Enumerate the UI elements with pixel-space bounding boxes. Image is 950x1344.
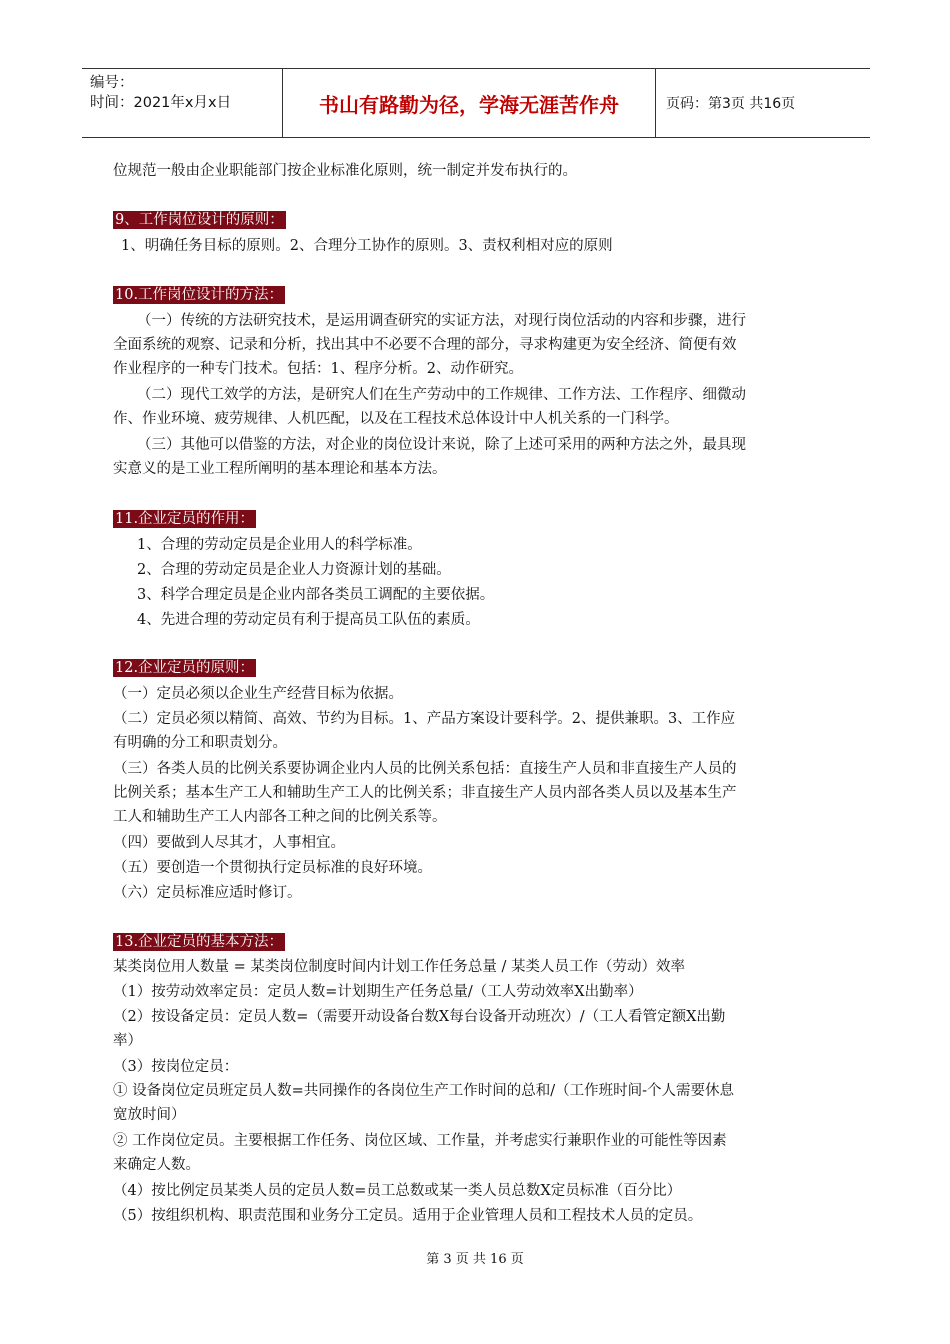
s12-line: （五）要创造一个贯彻执行定员标准的良好环境。	[113, 860, 432, 876]
s12-line: （三）各类人员的比例关系要协调企业内人员的比例关系包括：直接生产人员和非直接生产人员的	[113, 761, 737, 777]
section-heading-11: 11.企业定员的作用：	[115, 511, 255, 527]
s13-line: （1）按劳动效率定员：定员人数=计划期生产任务总量/（工人劳动效率X出勤率）	[113, 984, 643, 1000]
s13-line: ① 设备岗位定员班定员人数=共同操作的各岗位生产工作时间的总和/（工作班时间-个人需要休息	[113, 1083, 735, 1099]
s13-line: （2）按设备定员：定员人数=（需要开动设备台数X每台设备开动班次）/（工人看管定额X出勤	[113, 1009, 726, 1025]
page-footer: 第 3 页 共 16 页	[426, 1252, 524, 1267]
s13-line: 宽放时间）	[113, 1107, 186, 1123]
intro-line: 位规范一般由企业职能部门按企业标准化原则，统一制定并发布执行的。	[113, 163, 577, 179]
s13-line: 来确定人数。	[113, 1157, 200, 1173]
s13-line: 率）	[113, 1033, 142, 1049]
s12-line: 有明确的分工和职责划分。	[113, 735, 287, 751]
header-meta	[82, 69, 283, 137]
section-heading-10: 10.工作岗位设计的方法：	[115, 287, 284, 303]
s12-line: （二）定员必须以精简、高效、节约为目标。1、产品方案设计要科学。2、提供兼职。3、工作应	[113, 711, 736, 727]
s12-line: 比例关系；基本生产工人和辅助生产工人的比例关系；非直接生产人员内部各类人员以及基本生产	[113, 785, 737, 801]
s12-line: （四）要做到人尽其才，人事相宜。	[113, 835, 345, 851]
s12-line: 工人和辅助生产工人内部各工种之间的比例关系等。	[113, 809, 447, 825]
header-motto: 书山有路勤为径，学海无涯苦作舟	[283, 69, 656, 137]
s11-item: 3、科学合理定员是企业内部各类员工调配的主要依据。	[137, 587, 495, 603]
s11-item: 1、合理的劳动定员是企业用人的科学标准。	[137, 537, 422, 553]
s10-p1-l1: （一）传统的方法研究技术，是运用调查研究的实证方法，对现行岗位活动的内容和步骤，进行	[137, 313, 746, 329]
s12-line: （六）定员标准应适时修订。	[113, 885, 302, 901]
s10-p2-l1: （二）现代工效学的方法，是研究人们在生产劳动中的工作规律、工作方法、工作程序、细微动	[137, 387, 746, 403]
s10-p2-l2: 作、作业环境、疲劳规律、人机匹配，以及在工程技术总体设计中人机关系的一门科学。	[113, 411, 679, 427]
header-page-info: 页码：第3页 共16页	[666, 96, 796, 112]
s10-p3-l1: （三）其他可以借鉴的方法，对企业的岗位设计来说，除了上述可采用的两种方法之外，最具现	[137, 437, 746, 453]
s10-p3-l2: 实意义的是工业工程所阐明的基本理论和基本方法。	[113, 461, 447, 477]
number-label: 编号：	[90, 75, 134, 91]
s10-p1-l2: 全面系统的观察、记录和分析，找出其中不必要不合理的部分，寻求构建更为安全经济、简便有效	[113, 337, 737, 353]
s10-p1-l3: 作业程序的一种专门技术。包括：1、程序分析。2、动作研究。	[113, 361, 523, 377]
section-9-line: 1、明确任务目标的原则。2、合理分工协作的原则。3、责权利相对应的原则	[121, 238, 613, 254]
s13-line: ② 工作岗位定员。主要根据工作任务、岗位区域、工作量，并考虑实行兼职作业的可能性等因素	[113, 1133, 727, 1149]
s11-item: 2、合理的劳动定员是企业人力资源计划的基础。	[137, 562, 451, 578]
s13-line: 某类岗位用人数量 = 某类岗位制度时间内计划工作任务总量 / 某类人员工作（劳动）效率	[113, 959, 685, 975]
s11-item: 4、先进合理的劳动定员有利于提高员工队伍的素质。	[137, 612, 480, 628]
section-heading-13: 13.企业定员的基本方法：	[115, 934, 284, 950]
s13-line: （5）按组织机构、职责范围和业务分工定员。适用于企业管理人员和工程技术人员的定员。	[113, 1208, 703, 1224]
s13-line: （3）按岗位定员：	[113, 1059, 239, 1075]
s13-line: （4）按比例定员某类人员的定员人数=员工总数或某一类人员总数X定员标准（百分比）	[113, 1183, 682, 1199]
page-header	[82, 68, 870, 138]
section-heading-9: 9、工作岗位设计的原则：	[115, 212, 284, 228]
date-label: 时间：2021年x月x日	[90, 95, 232, 111]
section-heading-12: 12.企业定员的原则：	[115, 660, 255, 676]
s12-line: （一）定员必须以企业生产经营目标为依据。	[113, 686, 403, 702]
